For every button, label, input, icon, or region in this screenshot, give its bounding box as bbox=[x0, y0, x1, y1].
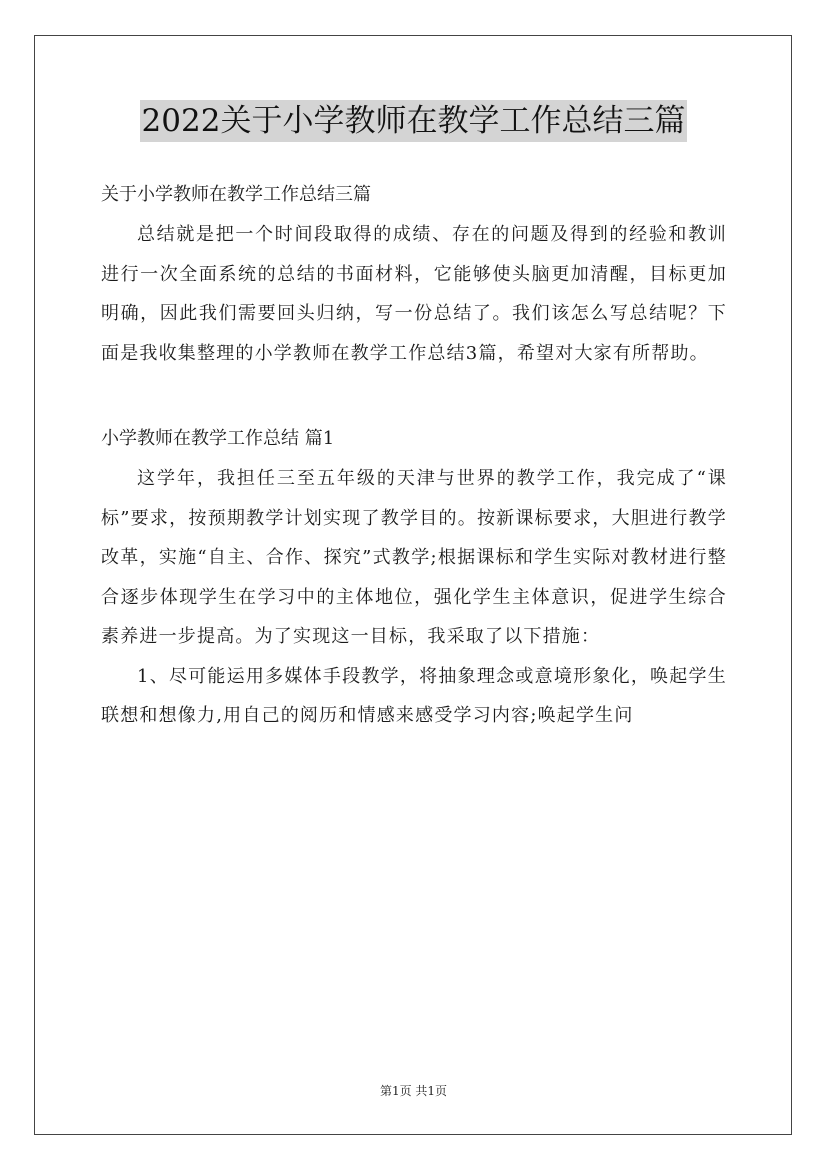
intro-paragraph: 总结就是把一个时间段取得的成绩、存在的问题及得到的经验和教训进行一次全面系统的总结的书面材料，它能够使头脑更加清醒，目标更加明确，因此我们需要回头归纳，写一份总结了。我们该怎么写总结呢？下面是我收集整理的小学教师在教学工作总结3篇，希望对大家有所帮助。 bbox=[101, 224, 727, 364]
section-paragraph: 这学年，我担任三至五年级的天津与世界的教学工作，我完成了“课标”要求，按预期教学计划实现了教学目的。按新课标要求，大胆进行教学改革，实施“自主、合作、探究”式教学;根据课标和学生实际对教材进行整合逐步体现学生在学习中的主体地位，强化学生主体意识，促进学生综合素养进一步提高。为了实现这一目标，我采取了以下措施： bbox=[101, 468, 727, 647]
document-body bbox=[101, 175, 727, 736]
title-container bbox=[0, 100, 827, 142]
document-title: 2022关于小学教师在教学工作总结三篇 bbox=[140, 100, 688, 142]
section-paragraph: 1、尽可能运用多媒体手段教学，将抽象理念或意境形象化，唤起学生联想和想像力,用自己的阅历和情感来感受学习内容;唤起学生问 bbox=[101, 665, 727, 726]
page-footer: 第1页 共1页 bbox=[379, 1084, 448, 1098]
paragraph-gap bbox=[101, 373, 727, 419]
section-heading: 小学教师在教学工作总结 篇1 bbox=[101, 428, 335, 449]
document-subtitle: 关于小学教师在教学工作总结三篇 bbox=[101, 184, 371, 205]
